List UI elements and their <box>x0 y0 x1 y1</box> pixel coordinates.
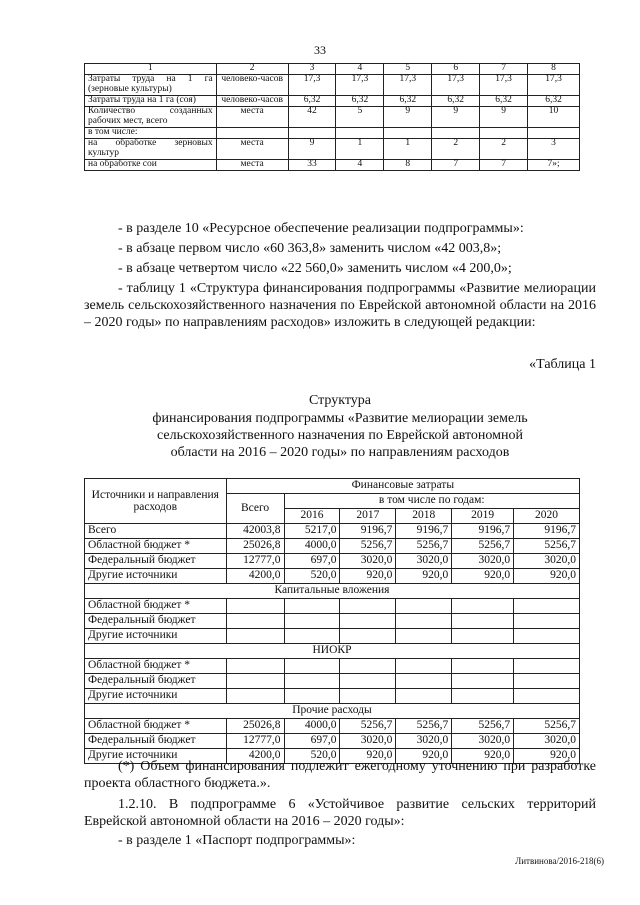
table-header-row <box>85 479 580 494</box>
row-label: Затраты труда на 1 га (зерновые культуры) <box>85 74 217 95</box>
value-cell: 3020,0 <box>514 734 580 749</box>
value-cell: 6,32 <box>480 95 528 106</box>
value-cell: 17,3 <box>384 74 432 95</box>
row-label: Областной бюджет * <box>85 719 227 734</box>
value-cell: 5256,7 <box>396 539 452 554</box>
value-cell <box>340 614 396 629</box>
value-cell: 5256,7 <box>340 539 396 554</box>
value-cell: 5217,0 <box>284 524 340 539</box>
value-cell: 7 <box>480 159 528 170</box>
value-cell: 4000,0 <box>284 719 340 734</box>
value-cell: 3 <box>528 138 580 159</box>
value-cell <box>226 659 284 674</box>
value-cell: 2 <box>432 138 480 159</box>
section-row <box>85 704 580 719</box>
value-cell: 6,32 <box>432 95 480 106</box>
value-cell: 697,0 <box>284 734 340 749</box>
value-cell <box>396 689 452 704</box>
value-cell: 5 <box>336 106 384 127</box>
value-cell <box>226 674 284 689</box>
value-cell <box>396 629 452 644</box>
value-cell <box>340 629 396 644</box>
value-cell: 9196,7 <box>514 524 580 539</box>
value-cell <box>452 659 514 674</box>
value-cell: 9196,7 <box>340 524 396 539</box>
value-cell: 520,0 <box>284 569 340 584</box>
paragraph-section10: - в разделе 10 «Ресурсное обеспечение реализации подпрограммы»: <box>118 221 524 236</box>
value-cell <box>396 614 452 629</box>
value-cell: 6,32 <box>336 95 384 106</box>
table-title-body: финансирования подпрограммы «Развитие мелиорации земель сельскохозяйственного назначения по Еврейской автономной области на 2016 – 2020 годы» по направлениям расходов <box>152 411 528 460</box>
row-label: Федеральный бюджет <box>85 734 227 749</box>
footnote-note: (*) Объем финансирования подлежит ежегодному уточнению при разработке проекта областного бюджета.». <box>84 759 596 791</box>
header-cell: 8 <box>528 64 580 75</box>
header-cell: 7 <box>480 64 528 75</box>
table-row <box>85 106 580 127</box>
value-cell: 3020,0 <box>396 734 452 749</box>
value-cell: 697,0 <box>284 554 340 569</box>
table-row <box>85 599 580 614</box>
value-cell: 9 <box>384 106 432 127</box>
value-cell <box>514 659 580 674</box>
value-cell: 17,3 <box>288 74 336 95</box>
paragraph-table-change: - таблицу 1 «Структура финансирования подпрограммы «Развитие мелиорации земель сельскохозяйственного назначения по Еврейской автономной области на 2016 – 2020 годы» по направлениям расходов» изложить в следующей редакции: <box>84 281 596 330</box>
value-cell: 920,0 <box>452 749 514 764</box>
row-label: Федеральный бюджет <box>85 614 227 629</box>
value-cell <box>284 599 340 614</box>
row-unit: человеко-часов <box>216 95 288 106</box>
table-row <box>85 659 580 674</box>
value-cell: 4 <box>336 159 384 170</box>
value-cell: 4200,0 <box>226 749 284 764</box>
table-row <box>85 719 580 734</box>
value-cell: 1 <box>336 138 384 159</box>
table-row <box>85 674 580 689</box>
table-row <box>85 629 580 644</box>
value-cell: 2 <box>480 138 528 159</box>
value-cell: 42003,8 <box>226 524 284 539</box>
value-cell: 920,0 <box>514 749 580 764</box>
section-capital-investments: Капитальные вложения <box>85 584 580 599</box>
paragraph-subprogram-6: 1.2.10. В подпрограмме 6 «Устойчивое развитие сельских территорий Еврейской автономной области на 2016 – 2020 годы»: <box>84 797 596 829</box>
row-label: Другие источники <box>85 749 227 764</box>
row-label: Федеральный бюджет <box>85 674 227 689</box>
value-cell <box>452 674 514 689</box>
row-unit: места <box>216 106 288 127</box>
value-cell: 5256,7 <box>340 719 396 734</box>
row-label: Областной бюджет * <box>85 599 227 614</box>
row-label: Другие источники <box>85 629 227 644</box>
header-year: 2016 <box>284 509 340 524</box>
paragraph-fourth-abzac: - в абзаце четвертом число «22 560,0» заменить числом «4 200,0»; <box>118 261 512 276</box>
value-cell: 6,32 <box>288 95 336 106</box>
header-sources: Источники и направления расходов <box>85 479 227 524</box>
table-row <box>85 554 580 569</box>
value-cell <box>288 127 336 138</box>
table-row <box>85 74 580 95</box>
value-cell: 10 <box>528 106 580 127</box>
header-cell: 5 <box>384 64 432 75</box>
footer-document-code: Литвинова/2016-218(6) <box>515 856 604 866</box>
value-cell <box>340 674 396 689</box>
row-unit: места <box>216 138 288 159</box>
value-cell <box>226 629 284 644</box>
value-cell: 17,3 <box>480 74 528 95</box>
value-cell <box>514 689 580 704</box>
value-cell: 920,0 <box>396 569 452 584</box>
value-cell: 920,0 <box>340 749 396 764</box>
value-cell <box>284 614 340 629</box>
header-cell: 4 <box>336 64 384 75</box>
value-cell <box>480 127 528 138</box>
value-cell <box>514 674 580 689</box>
value-cell: 17,3 <box>432 74 480 95</box>
value-cell: 3020,0 <box>514 554 580 569</box>
table-row <box>85 734 580 749</box>
row-label: Другие источники <box>85 569 227 584</box>
value-cell <box>226 599 284 614</box>
value-cell <box>514 614 580 629</box>
value-cell <box>528 127 580 138</box>
table-row <box>85 159 580 170</box>
header-cell: 3 <box>288 64 336 75</box>
table-row <box>85 569 580 584</box>
table-row <box>85 689 580 704</box>
value-cell: 5256,7 <box>514 539 580 554</box>
value-cell: 5256,7 <box>514 719 580 734</box>
section-niokr: НИОКР <box>85 644 580 659</box>
financing-table <box>84 478 580 764</box>
value-cell <box>284 659 340 674</box>
value-cell: 9 <box>288 138 336 159</box>
table-row <box>85 539 580 554</box>
value-cell: 520,0 <box>284 749 340 764</box>
row-label: Областной бюджет * <box>85 539 227 554</box>
value-cell: 42 <box>288 106 336 127</box>
paragraph-passport: - в разделе 1 «Паспорт подпрограммы»: <box>118 833 356 848</box>
value-cell <box>452 599 514 614</box>
table-row <box>85 95 580 106</box>
section-row <box>85 584 580 599</box>
value-cell: 9196,7 <box>452 524 514 539</box>
value-cell: 3020,0 <box>396 554 452 569</box>
header-total: Всего <box>226 494 284 524</box>
table-row <box>85 138 580 159</box>
value-cell <box>514 599 580 614</box>
value-cell: 3020,0 <box>452 554 514 569</box>
row-label: на обработке зерновых культур <box>85 138 217 159</box>
value-cell: 17,3 <box>528 74 580 95</box>
row-label: Количество созданных рабочих мест, всего <box>85 106 217 127</box>
value-cell <box>396 674 452 689</box>
header-year: 2020 <box>514 509 580 524</box>
value-cell: 5256,7 <box>452 539 514 554</box>
value-cell: 5256,7 <box>396 719 452 734</box>
value-cell <box>452 629 514 644</box>
table-row <box>85 524 580 539</box>
value-cell: 12777,0 <box>226 554 284 569</box>
value-cell: 3020,0 <box>340 734 396 749</box>
value-cell: 9196,7 <box>396 524 452 539</box>
header-by-years: в том числе по годам: <box>284 494 579 509</box>
paragraph-first-abzac: - в абзаце первом число «60 363,8» заменить числом «42 003,8»; <box>118 241 502 256</box>
value-cell: 3020,0 <box>340 554 396 569</box>
value-cell: 9 <box>480 106 528 127</box>
value-cell <box>396 659 452 674</box>
value-cell: 920,0 <box>340 569 396 584</box>
header-year: 2018 <box>396 509 452 524</box>
value-cell: 17,3 <box>336 74 384 95</box>
section-other-expenses: Прочие расходы <box>85 704 580 719</box>
row-unit: человеко-часов <box>216 74 288 95</box>
header-cell: 2 <box>216 64 288 75</box>
value-cell <box>384 127 432 138</box>
page-number: 33 <box>314 43 326 57</box>
value-cell: 1 <box>384 138 432 159</box>
table-title-heading: Структура <box>308 393 372 408</box>
row-label: Областной бюджет * <box>85 659 227 674</box>
value-cell <box>340 689 396 704</box>
value-cell: 7 <box>432 159 480 170</box>
value-cell <box>284 689 340 704</box>
value-cell: 25026,8 <box>226 719 284 734</box>
value-cell <box>340 659 396 674</box>
value-cell <box>226 614 284 629</box>
header-year: 2017 <box>340 509 396 524</box>
value-cell <box>452 614 514 629</box>
indicators-table <box>84 63 580 171</box>
value-cell <box>336 127 384 138</box>
table-reference: «Таблица 1 <box>529 357 596 372</box>
value-cell: 12777,0 <box>226 734 284 749</box>
value-cell: 4200,0 <box>226 569 284 584</box>
value-cell: 33 <box>288 159 336 170</box>
value-cell <box>340 599 396 614</box>
row-unit <box>216 127 288 138</box>
value-cell: 3020,0 <box>452 734 514 749</box>
value-cell <box>452 689 514 704</box>
value-cell <box>432 127 480 138</box>
row-unit: места <box>216 159 288 170</box>
value-cell: 5256,7 <box>452 719 514 734</box>
section-row <box>85 644 580 659</box>
header-cell: 6 <box>432 64 480 75</box>
value-cell: 920,0 <box>396 749 452 764</box>
header-financial-costs: Финансовые затраты <box>226 479 579 494</box>
value-cell: 8 <box>384 159 432 170</box>
row-label: Всего <box>85 524 227 539</box>
value-cell: 7»; <box>528 159 580 170</box>
table-row <box>85 127 580 138</box>
value-cell: 9 <box>432 106 480 127</box>
row-label: Другие источники <box>85 689 227 704</box>
header-year: 2019 <box>452 509 514 524</box>
value-cell <box>514 629 580 644</box>
table-row <box>85 614 580 629</box>
value-cell: 920,0 <box>452 569 514 584</box>
value-cell <box>284 629 340 644</box>
row-label: Федеральный бюджет <box>85 554 227 569</box>
value-cell: 25026,8 <box>226 539 284 554</box>
row-label: на обработке сои <box>85 159 217 170</box>
table-header-row <box>85 64 580 75</box>
value-cell: 6,32 <box>528 95 580 106</box>
header-cell: 1 <box>85 64 217 75</box>
row-label: в том числе: <box>85 127 217 138</box>
value-cell: 920,0 <box>514 569 580 584</box>
value-cell <box>396 599 452 614</box>
value-cell <box>284 674 340 689</box>
value-cell <box>226 689 284 704</box>
value-cell: 4000,0 <box>284 539 340 554</box>
value-cell: 6,32 <box>384 95 432 106</box>
row-label: Затраты труда на 1 га (соя) <box>85 95 217 106</box>
